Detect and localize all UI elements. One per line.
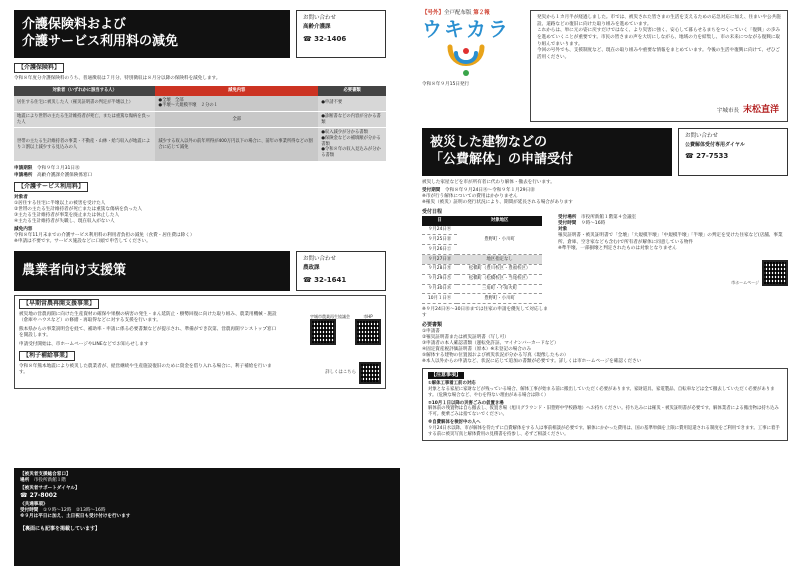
cell-amount: 全部 (155, 111, 318, 127)
place-label: 受付場所 (558, 215, 577, 221)
demolition-title (422, 128, 672, 176)
ukikara-tag (422, 10, 522, 17)
cell-date: ９月28日㊊ (422, 264, 457, 274)
agri-h1: 【早期営農再開支援事業】 (19, 299, 99, 309)
cell-date: ９月25日㊎ (422, 235, 457, 245)
contact-label: お問い合わせ (303, 15, 337, 21)
cell-docs: ●収入減少が分かる書類 ●保険金などの補填額が分かる書類 ●令和８年の収入見込みが分かる書類 (318, 128, 386, 161)
cell-date: ９月26日㊏ (422, 245, 457, 255)
cell-date: ９月29日㊋ (422, 274, 457, 284)
cell-area: 豊野町・小川町 (457, 294, 542, 304)
demolition-header (422, 128, 788, 176)
contact-label: お問い合わせ (685, 133, 719, 139)
care-title-line2: 介護サービス利用料の減免 (22, 34, 179, 49)
th-amount: 減免内容 (155, 86, 318, 96)
footer-hours-note: ※９月は平日に加え、土日祝日も受け付けを行います (20, 514, 131, 520)
agri-header (14, 251, 386, 291)
service-target-label: 対象者 (14, 194, 28, 200)
cell-area: 三角町・不知火町 (457, 284, 542, 294)
service-targets (14, 201, 386, 225)
footer-back-note: 【裏面にも記事を掲載しています】 (20, 526, 101, 533)
message-body: 発災から１カ月半が経過しました。市では、被災された皆さまの生活を支えるための応急対応に加え、住まいや公共施設、道路などの復旧に向けた取り組みを進めています。 これからは、単に元の姿に戻すだけではなく、より災害に強く、安心して暮らせるまちをつくっていく「復興」の歩みを進めていくことが重要です。市民の皆さまの声を大切にしながら、地域の力を結集し、市の未来につながる復興に取り組んでまいります。 今回の号外でも、支援制度など、現在の取り組みや重要な情報をまとめています。今後の生活や復興に向けて、ぜひご活用ください。 (537, 15, 781, 60)
mayor-message (530, 10, 788, 122)
footer-h2: 【被災者サポートダイヤル】 (20, 486, 80, 492)
qr-caption: 市ホームページ (731, 280, 759, 286)
qr-code-icon[interactable] (762, 260, 788, 286)
target-note: ※準半壊、一部損壊と判定されたものは対象となりません (558, 245, 677, 251)
table-row (422, 274, 542, 284)
cell-amount: 減少する収入以外の前年所得が400万円以下の場合に、前年の事業所得などの割合に応じて減免 (155, 128, 318, 161)
tag-prefix: 【号外】 (422, 10, 445, 16)
notice-box (422, 368, 788, 441)
docs-list: ①申請書 ②罹災証明書または被災証明書（写し可） ③申請者の本人確認書類（運転免許証、マイナンバーカードなど） ④固定資産税評価証明書（原本）※未登記の場合のみ ⑤解体する建物の位置図および被災状況が分かる写真（現像したもの） ※本人以外からの申請など、状況に応じて追加の書類が必要です。詳しくは市ホームページを確認ください (422, 328, 642, 365)
footer-h3: 《共通事項》 (20, 502, 48, 508)
notice-p1: 対象となる家屋に家財などが残っている場合、解体工事が始まる前に搬出していただく必要があります。家財道具、家電製品、自転車などは全て撤去していただく必要があります。（危険な場合など、やむを得ない理由がある場合は除く） (428, 386, 775, 398)
cell-date: ９月27日㊐ (422, 255, 457, 265)
contact-dept: 公費解体受付専用ダイヤル (685, 142, 745, 149)
ukikara-name: ウキカラ (422, 17, 510, 42)
time-value: ９時～16時 (581, 221, 606, 227)
agri-title (14, 251, 290, 291)
contact-dept: 農政課 (303, 265, 320, 272)
contact-tel[interactable]: ☎ 32-1641 (303, 275, 347, 284)
ukikara-masthead (422, 10, 788, 122)
more-label: 詳しくはこちら (325, 370, 356, 376)
place-value: 高齢介護課介護保険係窓口 (37, 172, 93, 178)
target-label: 対象 (558, 227, 568, 233)
qr-caption: 市HP (363, 314, 373, 320)
agri-contact-box (296, 251, 386, 291)
demo-intro: 被災した家屋などを市が所有者に代わり解体・撤去を行います。 (422, 180, 555, 185)
ukikara-mark-icon (446, 43, 486, 79)
premium-period (14, 166, 386, 172)
table-row (14, 111, 386, 127)
table-row (14, 128, 386, 161)
footer-hours: ①９時～12時 ②13時～16時 (43, 508, 106, 514)
footer-place: 市役所新館１階 (33, 478, 66, 484)
docs-heading: 必要書類 (422, 322, 443, 329)
table-row (422, 294, 542, 304)
footer-tel[interactable]: ☎ 27-8002 (20, 492, 58, 500)
demo-note2: ※罹災（被災）証明の発行状況により、期間が延長される場合があります (422, 200, 573, 206)
agri-p3: 申請受付開始は、市ホームページやLINEなどでお知らせします (19, 342, 149, 348)
notice-p3: ９月24日水以降、市が解体を待たずに自費解体をする人は事前相談が必要です。解体にかかった費用は、国の基準単価を上限に費用返還される制度をご利用できます。工事に着手する前に被災写真と解体費用の見積書を持参し、必ずご相談ください。 (428, 425, 780, 437)
mayor-signature (717, 104, 779, 117)
premium-intro: 令和８年度分介護保険料のうち、普通徴収は７月分、特別徴収は８月分以降の保険料を減免します。 (14, 75, 221, 81)
th-target: 対象者（いずれかに該当する人） (14, 86, 155, 96)
schedule-table (422, 216, 542, 304)
list-item: ①居住する住宅に半壊以上の被害を受けた人 (14, 200, 106, 206)
qr-code-icon[interactable] (355, 319, 381, 345)
cell-target: 地震により世帯の主たる生計維持者が死亡、または重篤な傷病を負った人 (14, 111, 155, 127)
signature: 末松直洋 (742, 104, 779, 115)
agri-p2: 熊本県からの事業説明会を経て、補助率・申請に係る必要書類などが提示され、準備ができ次第、営農再開ワンストップ窓口を開設します。 (19, 327, 277, 339)
qr-caption: 宇城市農業再生協議会 (310, 314, 350, 320)
table-row (422, 255, 542, 265)
demo-note1: ※市が行う解体についての費用はかかりません (422, 194, 518, 200)
contact-tel[interactable]: ☎ 27-7533 (685, 151, 729, 160)
table-row (422, 264, 542, 274)
demolition-title-line1: 被災した建物などの (430, 135, 548, 151)
schedule-section (422, 209, 788, 319)
agri-qr-group (310, 314, 381, 345)
right-page (400, 0, 800, 566)
notice-heading: 【注意事項】 (428, 372, 464, 379)
contact-label: お問い合わせ (303, 256, 337, 263)
contact-dept: 高齢介護課 (303, 24, 331, 31)
cell-area: 松橋町（松橋校区・当尾校区） (457, 274, 542, 284)
footer-place-label: 場所 (20, 478, 30, 484)
cell-area: 豊野町・小川町 (457, 226, 542, 255)
footer-h1: 【被災者支援総合窓口】 (20, 472, 71, 477)
care-title-line1: 介護保険料および (22, 17, 127, 33)
notice-h2: ②10月１日以降の災害ごみの仮置き場 (428, 400, 504, 406)
premium-place (14, 173, 386, 179)
notice-p2: 解体前の残置物は自ら撤去し、仮置き場（旭川グラウンド・旧豊野中学校跡地）へお持ちください。持ち込みには罹災・被災証明書が必要です。解体業者による搬出物は持ち込み不可。便乗ごみは捨てないでください。 (428, 406, 779, 418)
agri-h2: 【利子補給事業】 (19, 351, 75, 361)
agri-p1: 被災地の営農再開に向けた生産資材の確保や果樹の病害の発生・まん延防止・樹勢回復に向けた取り組み、農業用機械・施設（倉庫やハウスなど）の修繕・再取得などに対する支援を行います。 (19, 312, 277, 324)
cell-area: 松橋町（豊川校区・豊福校区） (457, 264, 542, 274)
demolition-title-line2: 「公費解体」の申請受付 (430, 152, 574, 167)
period-value: 令和８年９月24日㊍～令和９年１月29日㊎ (445, 188, 535, 194)
th-date: 日 (422, 216, 457, 226)
service-reduce: 令和８年11月末までの介護サービス利用料の利用者負担の減免（食費・居住費は除く） (14, 233, 195, 239)
table-row (422, 226, 542, 235)
list-item: ②世帯の主たる生計維持者が死亡または重篤な傷病を負った人 (14, 206, 143, 212)
service-heading: 【介護サービス利用料】 (14, 182, 88, 192)
table-row (14, 96, 386, 112)
cell-docs: ●診断書などの内容が分かる書類 (318, 111, 386, 127)
cell-target: 居住する住宅に被災した人（罹災証明書の判定が半壊以上） (14, 96, 155, 112)
qr-code-icon[interactable] (310, 319, 336, 345)
notice-h3: ※自費解体を検討中の人へ (428, 419, 481, 425)
place-label: 申請場所 (14, 172, 33, 178)
period-label: 申請期限 (14, 165, 33, 171)
tag-label: 全戸配布版 (444, 10, 472, 16)
agri-more (325, 362, 381, 384)
premium-heading: 【介護保険料】 (14, 63, 64, 73)
premium-table (14, 86, 386, 162)
care-header (14, 10, 386, 58)
agri-p4: 令和８年熊本地震により被災した農業者が、経営継続や生産施設復旧のために資金を借り入れる場合に、利子補給を行います。 (19, 364, 272, 376)
service-reduce-label: 減免内容 (14, 227, 33, 233)
th-docs: 必要書類 (318, 86, 386, 96)
cell-date: 10月１日㊍ (422, 294, 457, 304)
signer-title: 宇城市長 (716, 107, 739, 114)
contact-tel[interactable]: ☎ 32-1406 (303, 34, 347, 43)
cell-target: 世帯の主たる生計維持者の事業・不動産・山林・給与収入が地震により３割以上減少する見込みの人 (14, 128, 155, 161)
period-value: 令和９年３月31日㊌ (37, 165, 80, 171)
service-note: ※申請は不要です。サービス施設などに口頭で申告してください。 (14, 239, 151, 245)
agri-box (14, 295, 386, 389)
schedule-details (558, 209, 788, 319)
list-item: ④主たる生計維持者が失職し、現在収入がない人 (14, 218, 115, 224)
ukikara-logo-block (422, 10, 522, 122)
cell-date: ９月24日㊍ (422, 226, 457, 235)
agri-title-text: 農業者向け支援策 (22, 262, 127, 278)
period-label: 受付期間 (422, 188, 441, 194)
list-item: ③主たる生計維持者が事業を廃止または休止した人 (14, 212, 120, 218)
tag-num: 第２報 (473, 10, 490, 16)
cell-date: ９月30日㊌ (422, 284, 457, 294)
ukikara-date: 令和８年９月15日発行 (422, 82, 470, 88)
qr-code-icon[interactable] (359, 362, 381, 384)
target-text: 罹災証明書・被災証明書で「全壊」「大規模半壊」「中規模半壊」「半壊」の判定を受けた住家など(店舗、事業所、倉庫、空き家なども含む)で所有者が解体に同意している物件 (558, 233, 783, 245)
cell-amount: ●全壊 全部 ●半壊～大規模半壊 ２分の１ (155, 96, 318, 112)
cell-docs: ●申請不要 (318, 96, 386, 112)
care-contact-box (296, 10, 386, 58)
demo-qr-wrap (558, 260, 788, 286)
cell-area: 地区指定なし (457, 255, 542, 265)
demolition-contact-box (678, 128, 788, 176)
th-area: 対象地区 (457, 216, 542, 226)
notice-h1: ①解体工事着工前の対応 (428, 381, 476, 387)
sched-label: 受付日程 (422, 209, 443, 216)
place-value: 市役所新館１階第４会議室 (581, 215, 637, 221)
footer-hours-label: 受付時間 (20, 508, 39, 514)
time-label: 受付時間 (558, 221, 577, 227)
sched-after-note: ※９月24日㊍～30日㊌までは住家の申請を優先して対応します (422, 307, 548, 319)
care-title (14, 10, 290, 58)
table-row (422, 284, 542, 294)
